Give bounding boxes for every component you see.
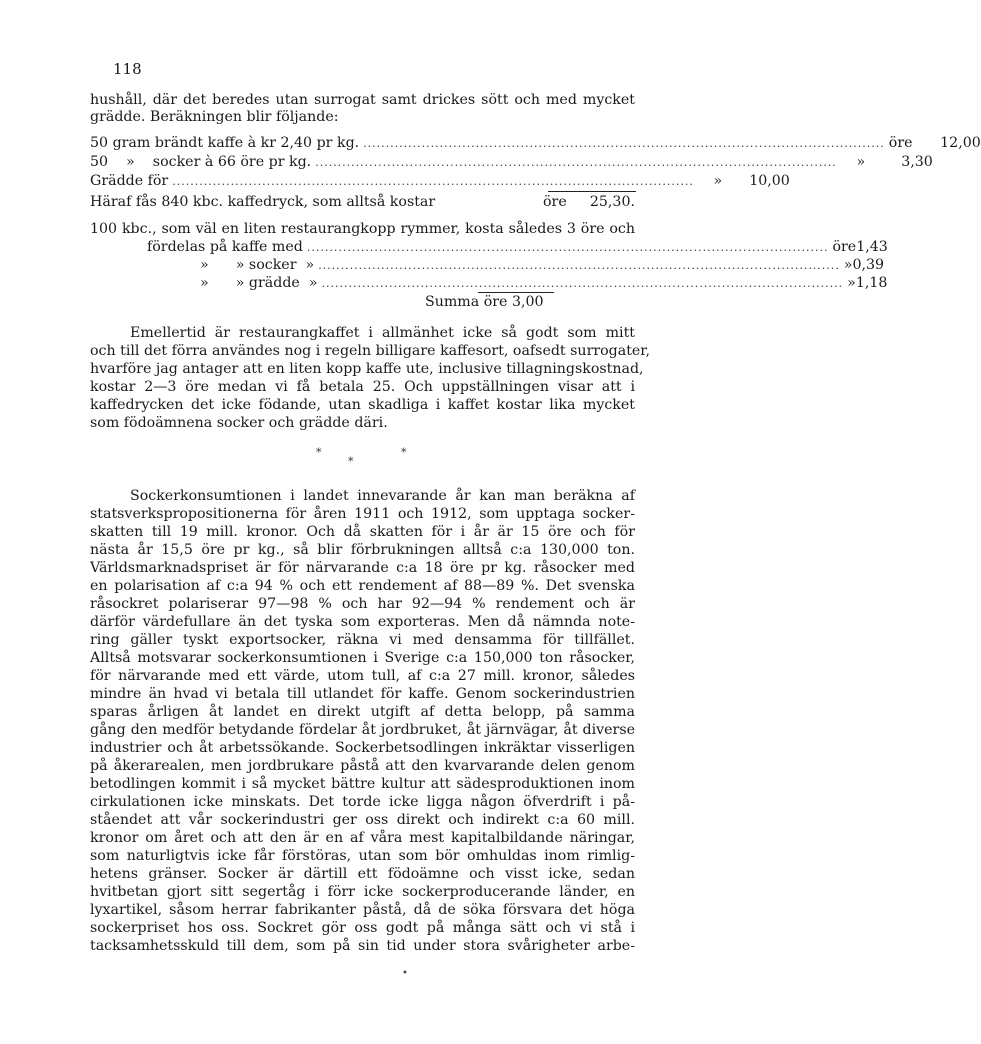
text-line: Världsmarknadspriset är för närvarande c:a 18 öre pr kg. råsocker med	[90, 560, 635, 576]
calc-unit: »	[856, 154, 866, 170]
calc-amount: 12,00	[940, 135, 981, 151]
text-line: därför värdefullare än det tyska som exporteras. Men då nämnda note-	[90, 614, 635, 630]
text-line: sockerpriset hos oss. Sockret gör oss godt på många sätt och vi stå i	[90, 920, 635, 936]
print-mark: •	[402, 968, 408, 979]
cup-sum: Summa öre 3,00	[425, 294, 544, 310]
text-line: hushåll, där det beredes utan surrogat samt drickes sött och med mycket	[90, 92, 635, 108]
text-line: för närvarande med ett värde, utom tull, af c:a 27 mill. kronor, således	[90, 668, 635, 684]
leader-dots: ....................................................................................................................	[172, 175, 694, 188]
text-line: och till det förra användes nog i regeln billigare kaffesort, oafsedt surrogater,	[90, 343, 651, 359]
cup-amount: 1,43	[856, 239, 888, 255]
cup-label: » » grädde »	[200, 275, 318, 291]
text-line: på åkerarealen, men jordbrukare påstå att den kvarvarande delen genom	[90, 758, 635, 774]
leader-dots: ....................................................................................................................	[318, 259, 840, 272]
cup-label: » » socker »	[200, 257, 315, 273]
cup-row	[200, 274, 888, 293]
text-line: som födoämnena socker och grädde däri.	[90, 415, 388, 431]
calc-label: 50 » socker à 66 öre pr kg.	[90, 154, 312, 170]
text-line: Alltså motsvarar sockerkonsumtionen i Sverige c:a 150,000 ton råsocker,	[90, 650, 635, 666]
text-line: mindre än hvad vi betala till utlandet för kaffe. Genom sockerindustrien	[90, 686, 635, 702]
text-line: råsockret polariserar 97—98 % och har 92—94 % rendement och är	[90, 596, 635, 612]
text-line: lyxartikel, såsom herrar fabrikanter påstå, då de söka försvara det höga	[90, 902, 635, 918]
calc-total-amount: 25,30.	[589, 194, 635, 210]
cup-unit: »	[843, 257, 853, 273]
calc-label: Grädde för	[90, 173, 169, 189]
text-line: hvitbetan gjort sitt segertåg i förr icke sockerproducerande länder, en	[90, 884, 635, 900]
leader-dots: ....................................................................................................................	[321, 277, 844, 290]
text-line: grädde. Beräkningen blir följande:	[90, 109, 339, 125]
text-line: hetens gränser. Socker är därtill ett födoämne och visst icke, sedan	[90, 866, 635, 882]
text-line: kaffedrycken det icke födande, utan skadliga i kaffet kostar lika mycket	[90, 397, 635, 413]
cup-amount: 0,39	[852, 257, 885, 273]
calc-unit: »	[713, 173, 723, 189]
section-break-star: *	[401, 446, 407, 459]
cup-row	[200, 256, 885, 275]
text-line: hvarföre jag antager att en liten kopp kaffe ute, inclusive tillagningskostnad,	[90, 361, 644, 377]
text-line: tacksamhetsskuld till dem, som på sin tid under stora svårigheter arbe-	[90, 938, 635, 954]
section-break-star: *	[348, 455, 354, 468]
text-line: ring gäller tyskt exportsocker, räkna vi med densamma för tillfället.	[90, 632, 635, 648]
text-line: statsverkspropositionerna för åren 1911 och 1912, som upptaga socker-	[90, 506, 635, 522]
text-line: industrier och åt arbetssökande. Sockerbetsodlingen inkräktar visserligen	[90, 740, 635, 756]
text-line: gång den medför betydande fördelar åt jordbruket, åt järnvägar, åt diverse	[90, 722, 635, 738]
calc-total-row	[90, 193, 635, 211]
text-line: kostar 2—3 öre medan vi få betala 25. Och uppställningen visar att i	[90, 379, 635, 395]
text-line: kronor om året och att den är en af våra mest kapitalbildande näringar,	[90, 830, 635, 846]
text-line: betodlingen kommit i så mycket bättre kultur att sädesproduktionen inom	[90, 776, 635, 792]
leader-dots: ....................................................................................................................	[306, 241, 829, 254]
calc-amount: 10,00	[749, 173, 790, 189]
calc-row	[90, 134, 981, 153]
text-line: skatten till 19 mill. kronor. Och då skatten för i år är 15 öre och för	[90, 524, 635, 540]
text-line: Sockerkonsumtionen i landet innevarande år kan man beräkna af	[130, 488, 635, 504]
text-line: Emellertid är restaurangkaffet i allmänhet icke så godt som mitt	[130, 325, 635, 341]
text-line: 100 kbc., som väl en liten restaurangkopp rymmer, kosta således 3 öre och	[90, 221, 635, 237]
text-line: som naturligtvis icke får förstöras, utan som bör omhuldas inom rimlig-	[90, 848, 635, 864]
cup-amount: 1,18	[855, 275, 888, 291]
text-line: en polarisation af c:a 94 % och ett rendement af 88—89 %. Det svenska	[90, 578, 635, 594]
calc-total-label: Häraf fås 840 kbc. kaffedryck, som alltså kostar	[90, 194, 436, 210]
calc-unit: öre	[888, 135, 913, 151]
sum-rule	[548, 191, 636, 192]
calc-row	[90, 172, 790, 191]
section-break-star: *	[316, 446, 322, 459]
cup-unit: »	[847, 275, 856, 291]
text-line: cirkulationen icke minskats. Det torde icke ligga någon öfverdrift i på-	[90, 794, 635, 810]
text-line: ståendet att vår sockerindustri ger oss direkt och indirekt c:a 60 mill.	[90, 812, 635, 828]
leader-dots: ....................................................................................................................	[363, 137, 885, 150]
calc-amount: 3,30	[901, 154, 933, 170]
cup-unit: öre	[832, 239, 857, 255]
calc-row	[90, 153, 933, 172]
cup-label: fördelas på kaffe med	[147, 239, 303, 255]
calc-unit: öre	[543, 194, 567, 210]
leader-dots: ....................................................................................................................	[315, 156, 837, 169]
text-line: sparas årligen åt landet en direkt utgift af detta belopp, på samma	[90, 704, 635, 720]
calc-label: 50 gram brändt kaffe à kr 2,40 pr kg.	[90, 135, 360, 151]
cup-row	[147, 238, 888, 257]
text-line: nästa år 15,5 öre pr kg., så blir förbrukningen alltså c:a 130,000 ton.	[90, 542, 635, 558]
page-number: 118	[113, 60, 142, 78]
